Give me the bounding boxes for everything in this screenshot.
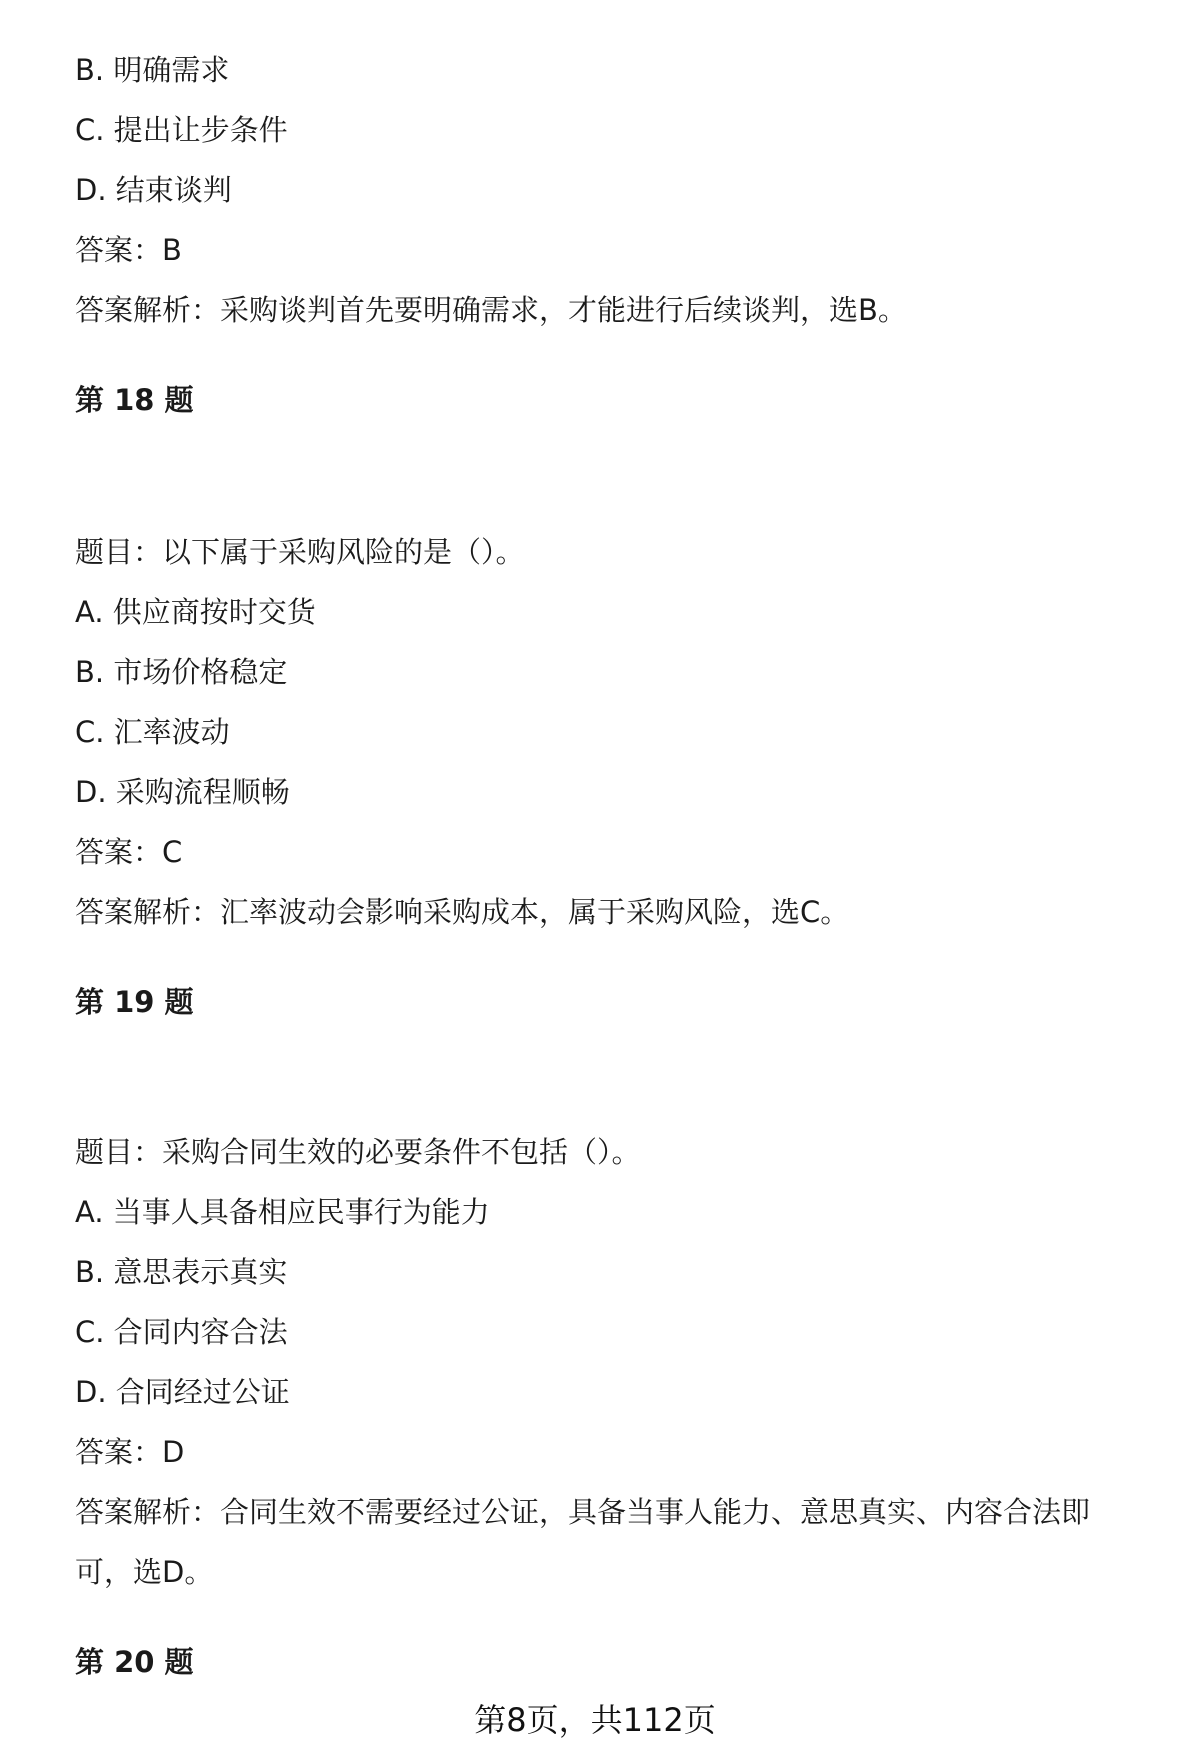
q19-analysis: 答案解析：合同生效不需要经过公证，具备当事人能力、意思真实、内容合法即可，选D。 xyxy=(75,1495,1091,1589)
q17-option-d: D. 结束谈判 xyxy=(75,173,232,207)
q18-option-d: D. 采购流程顺畅 xyxy=(75,775,290,809)
q17-answer: 答案：B xyxy=(75,233,182,267)
page-number-footer: 第8页，共112页 xyxy=(474,1701,716,1739)
q18-heading: 第 18 题 xyxy=(75,383,194,417)
q18-answer: 答案：C xyxy=(75,835,183,869)
q19-option-d: D. 合同经过公证 xyxy=(75,1375,290,1409)
q18-stem: 题目：以下属于采购风险的是（）。 xyxy=(75,535,525,569)
q19-option-a: A. 当事人具备相应民事行为能力 xyxy=(75,1195,490,1229)
q19-stem: 题目：采购合同生效的必要条件不包括（）。 xyxy=(75,1135,641,1169)
q19-answer: 答案：D xyxy=(75,1435,185,1469)
q19-option-b: B. 意思表示真实 xyxy=(75,1255,288,1289)
q17-option-b: B. 明确需求 xyxy=(75,53,230,87)
q18-option-a: A. 供应商按时交货 xyxy=(75,595,316,629)
q19-heading: 第 19 题 xyxy=(75,985,194,1019)
q17-option-c: C. 提出让步条件 xyxy=(75,113,288,147)
q18-option-c: C. 汇率波动 xyxy=(75,715,230,749)
q17-analysis: 答案解析：采购谈判首先要明确需求，才能进行后续谈判，选B。 xyxy=(75,293,907,327)
q18-analysis: 答案解析：汇率波动会影响采购成本，属于采购风险，选C。 xyxy=(75,895,850,929)
q18-option-b: B. 市场价格稳定 xyxy=(75,655,288,689)
q19-option-c: C. 合同内容合法 xyxy=(75,1315,288,1349)
q20-heading: 第 20 题 xyxy=(75,1645,194,1679)
